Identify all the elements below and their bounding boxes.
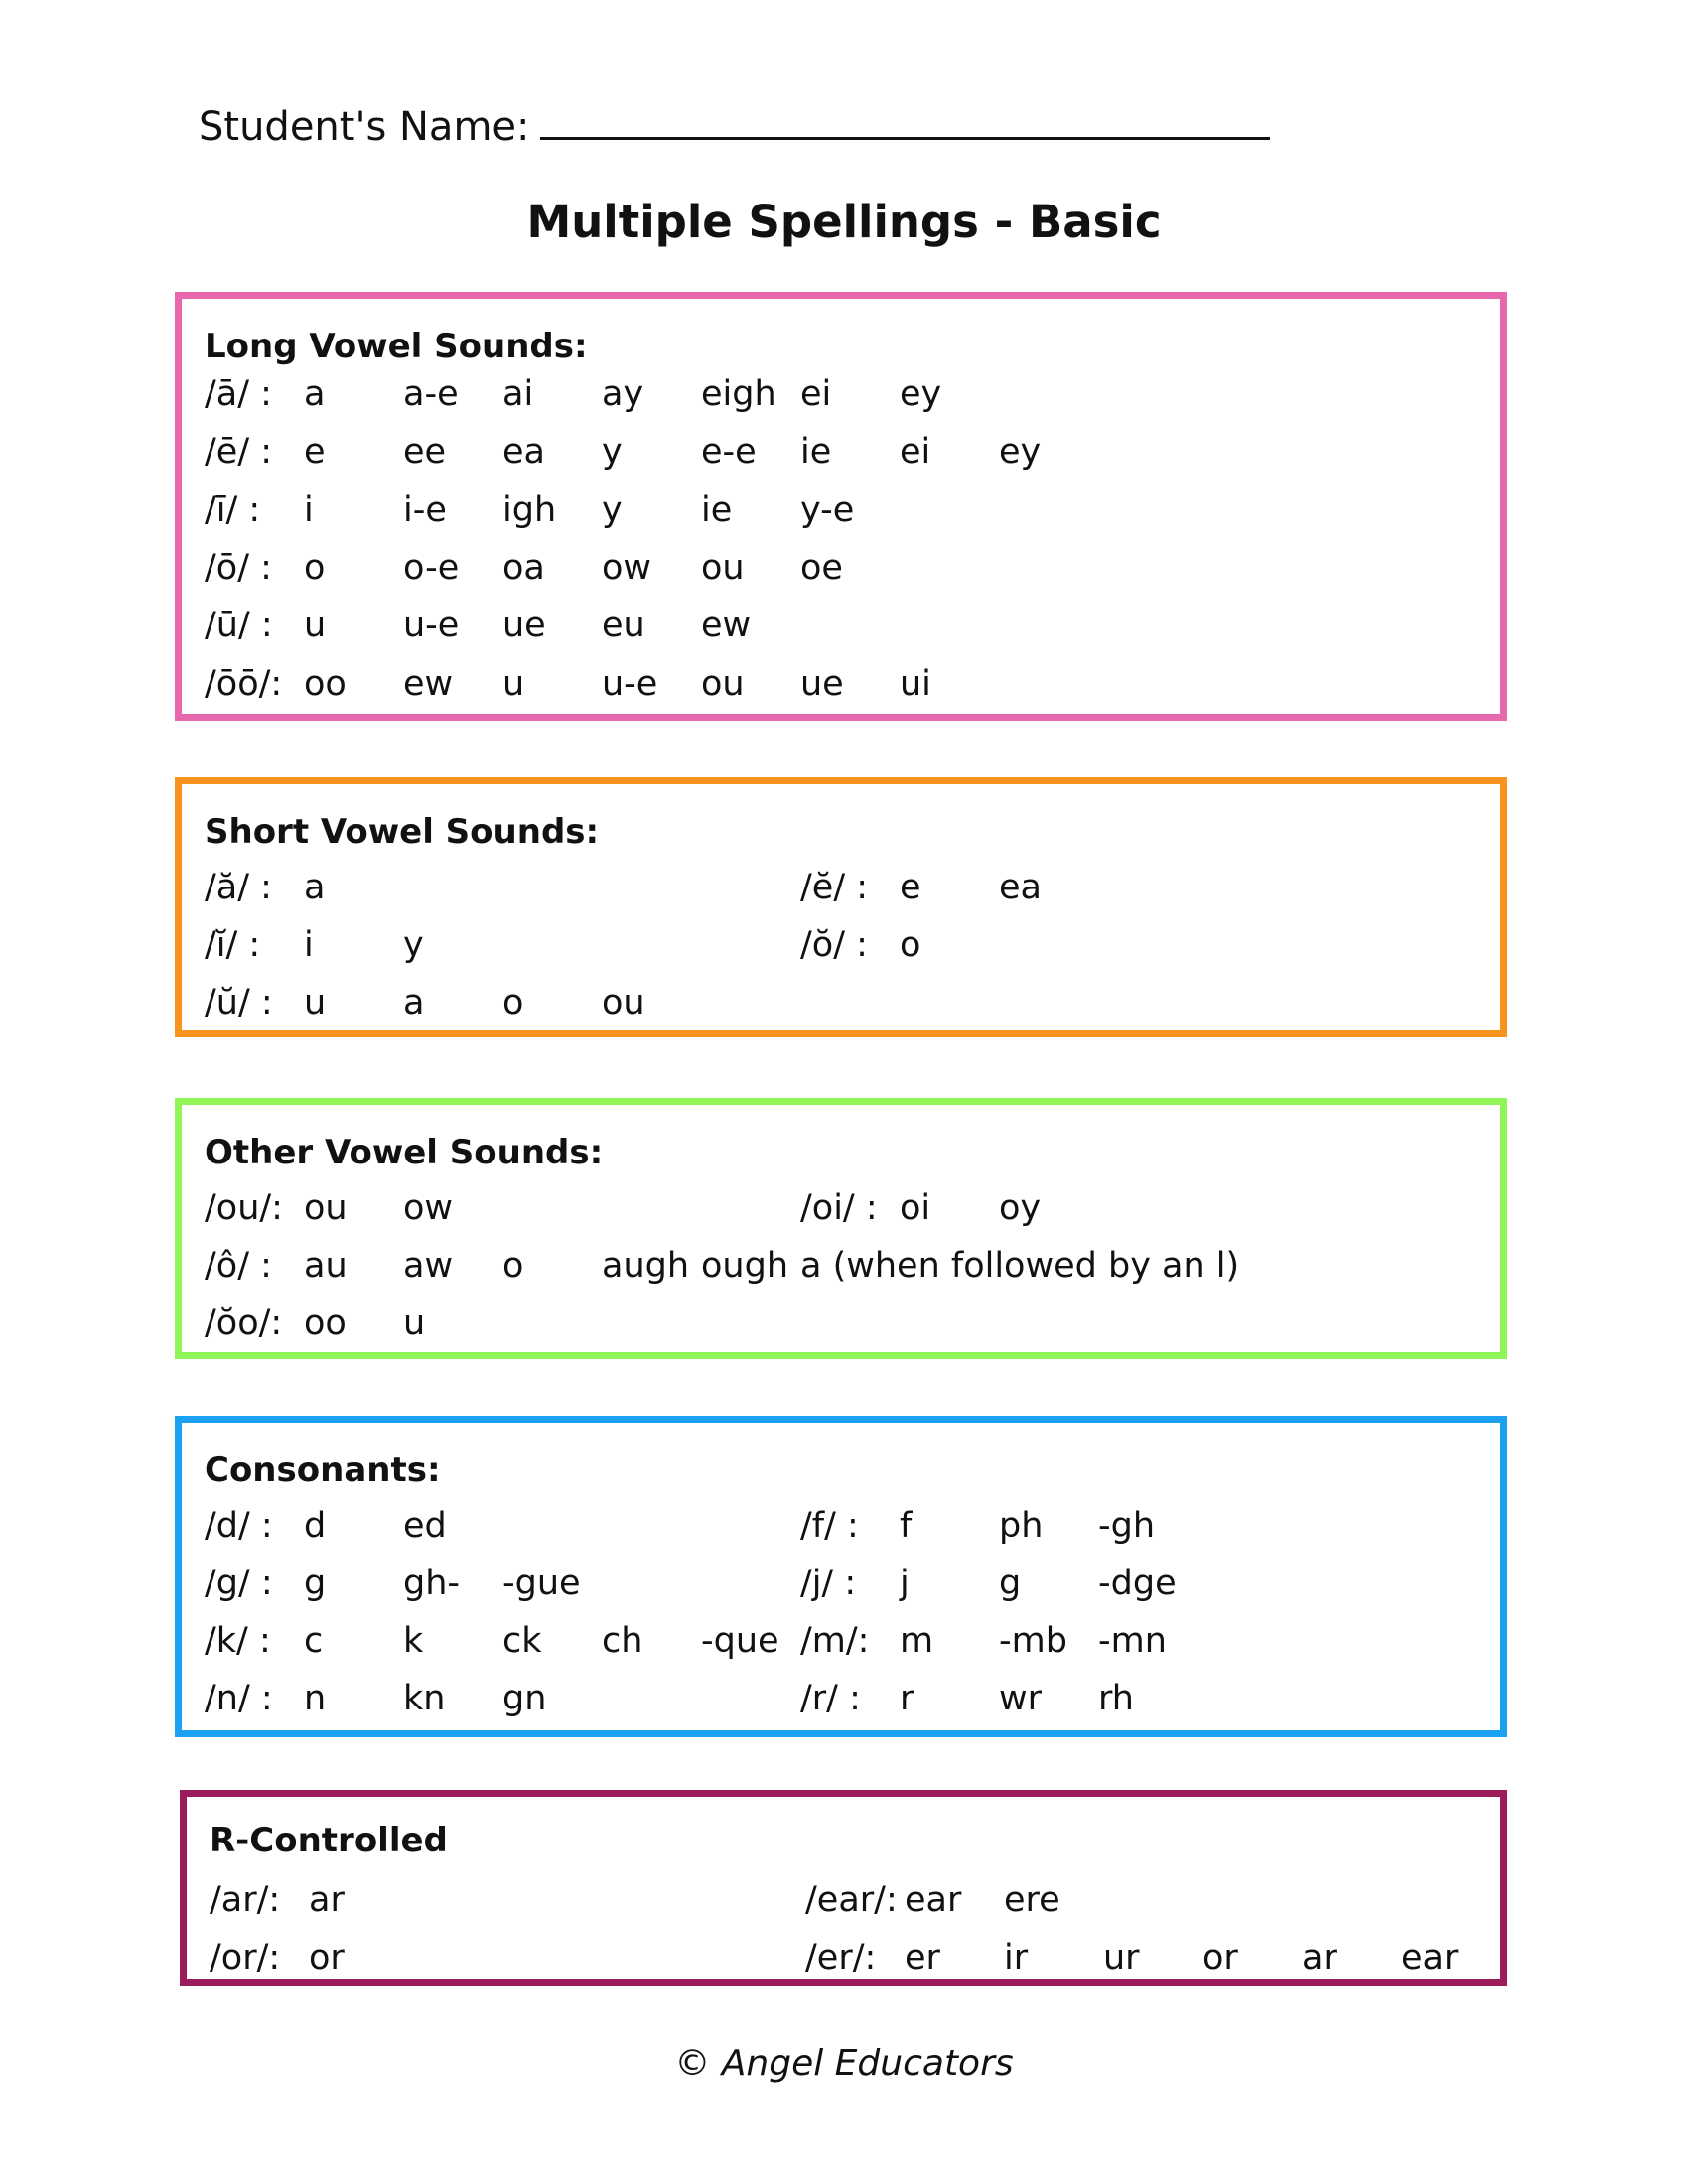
spelling: ere [1004, 1880, 1060, 1920]
spelling: ir [1004, 1938, 1029, 1978]
spelling: ew [403, 663, 454, 704]
spelling: ie [701, 489, 733, 530]
spelling: u-e [602, 663, 658, 704]
footer-copyright: © Angel Educators [674, 2043, 1014, 2084]
spelling: ou [304, 1188, 348, 1228]
sound-symbol: /ŏo/: [205, 1303, 283, 1343]
spelling: ed [403, 1506, 447, 1546]
sound-symbol: /ū/ : [205, 606, 273, 646]
spelling: u [304, 606, 327, 646]
spelling: a (when followed by an l) [800, 1246, 1240, 1286]
section-box [175, 1416, 1507, 1737]
spelling-row [205, 490, 1485, 540]
spelling: ph [999, 1506, 1044, 1546]
spelling: oa [502, 547, 545, 588]
spelling: y-e [800, 489, 855, 530]
spelling-row [205, 1303, 1485, 1353]
spelling-row [205, 983, 1485, 1032]
spelling: ui [900, 663, 931, 704]
spelling: g [304, 1564, 327, 1603]
spelling: i-e [403, 489, 447, 530]
spelling-row [205, 1188, 1485, 1238]
spelling: wr [999, 1679, 1043, 1718]
spelling: e [304, 432, 326, 473]
spelling-row [205, 432, 1485, 481]
spelling: a-e [403, 374, 459, 414]
spelling: ough [701, 1246, 788, 1286]
spelling: ou [602, 983, 645, 1023]
sound-symbol: /ŏ/ : [800, 925, 868, 965]
section-title: Other Vowel Sounds: [205, 1133, 604, 1172]
spelling: ea [999, 868, 1042, 907]
spelling: ear [905, 1880, 962, 1920]
section-title: Consonants: [205, 1450, 441, 1490]
spelling: ar [1302, 1938, 1337, 1978]
spelling: gn [502, 1679, 547, 1718]
spelling: e [900, 868, 921, 907]
spelling: -gue [502, 1564, 581, 1603]
spelling: j [900, 1564, 910, 1603]
sound-symbol: /ŭ/ : [205, 983, 273, 1023]
spelling: f [900, 1506, 913, 1546]
spelling-row [205, 1506, 1485, 1556]
section-title: Short Vowel Sounds: [205, 812, 600, 852]
spelling-row [205, 1564, 1485, 1613]
spelling: -mb [999, 1621, 1067, 1661]
spelling-row [205, 1621, 1485, 1671]
spelling: ou [701, 663, 745, 704]
spelling: y [602, 432, 623, 473]
spelling: -dge [1098, 1564, 1177, 1603]
sound-symbol: /d/ : [205, 1506, 273, 1546]
spelling: ow [403, 1188, 454, 1228]
spelling: y [602, 489, 623, 530]
sound-symbol: /ar/: [210, 1880, 281, 1920]
spelling: o [502, 1246, 524, 1286]
spelling: m [900, 1621, 934, 1661]
spelling: -gh [1098, 1506, 1156, 1546]
sound-symbol: /ă/ : [205, 868, 272, 907]
sound-symbol: /ō/ : [205, 547, 272, 588]
spelling: -mn [1098, 1621, 1167, 1661]
section-title: R-Controlled [210, 1821, 448, 1860]
spelling: a [403, 983, 425, 1023]
spelling-row [205, 868, 1485, 917]
section-box [175, 292, 1507, 721]
spelling: oo [304, 1303, 347, 1343]
spelling: ei [900, 432, 931, 473]
spelling: gh- [403, 1564, 461, 1603]
spelling: ear [1401, 1938, 1459, 1978]
spelling: i [304, 489, 314, 530]
spelling: u [403, 1303, 426, 1343]
spelling: o [502, 983, 524, 1023]
spelling-row [205, 1679, 1485, 1728]
sound-symbol: /g/ : [205, 1564, 273, 1603]
spelling-row [210, 1880, 1490, 1930]
section-title: Long Vowel Sounds: [205, 327, 588, 366]
sound-symbol: /ou/: [205, 1188, 283, 1228]
sound-symbol: /ĕ/ : [800, 868, 869, 907]
spelling: igh [502, 489, 557, 530]
spelling: a [304, 374, 326, 414]
spelling: u [502, 663, 525, 704]
spelling: oi [900, 1188, 931, 1228]
spelling: -que [701, 1621, 779, 1661]
spelling: ea [502, 432, 545, 473]
spelling: augh [602, 1246, 690, 1286]
student-name-blank [540, 99, 1270, 140]
spelling: i [304, 925, 314, 965]
section-box [180, 1790, 1507, 1986]
spelling: rh [1098, 1679, 1134, 1718]
spelling: er [905, 1938, 940, 1978]
spelling: ai [502, 374, 534, 414]
spelling: ee [403, 432, 447, 473]
spelling: ch [602, 1621, 643, 1661]
spelling-row [205, 606, 1485, 655]
section-box [175, 777, 1507, 1037]
sound-symbol: /r/ : [800, 1679, 861, 1718]
sound-symbol: /ô/ : [205, 1246, 272, 1286]
spelling: r [900, 1679, 914, 1718]
sound-symbol: /j/ : [800, 1564, 857, 1603]
spelling: kn [403, 1679, 446, 1718]
sound-symbol: /or/: [210, 1938, 281, 1978]
spelling: ie [800, 432, 832, 473]
spelling: aw [403, 1246, 454, 1286]
spelling-row [205, 925, 1485, 975]
spelling: ur [1103, 1938, 1140, 1978]
spelling: ew [701, 606, 752, 646]
spelling: o-e [403, 547, 460, 588]
spelling: ey [999, 432, 1042, 473]
spelling: ay [602, 374, 644, 414]
sound-symbol: /ear/: [805, 1880, 898, 1920]
spelling: u-e [403, 606, 460, 646]
spelling: eigh [701, 374, 776, 414]
spelling: a [304, 868, 326, 907]
spelling: ue [502, 606, 546, 646]
sound-symbol: /m/: [800, 1621, 870, 1661]
spelling: au [304, 1246, 348, 1286]
spelling: or [1202, 1938, 1238, 1978]
spelling-row [205, 548, 1485, 598]
spelling: o [900, 925, 921, 965]
spelling: ue [800, 663, 844, 704]
sound-symbol: /ā/ : [205, 374, 272, 414]
spelling: n [304, 1679, 327, 1718]
sound-symbol: /ī/ : [205, 489, 261, 530]
spelling: ar [309, 1880, 345, 1920]
spelling: g [999, 1564, 1022, 1603]
spelling-row [205, 664, 1485, 714]
sound-symbol: /ĭ/ : [205, 925, 261, 965]
spelling: ei [800, 374, 832, 414]
spelling: oo [304, 663, 347, 704]
sound-symbol: /ē/ : [205, 432, 273, 473]
spelling: ey [900, 374, 942, 414]
spelling: e-e [701, 432, 757, 473]
sound-symbol: /f/ : [800, 1506, 859, 1546]
sound-symbol: /k/ : [205, 1621, 271, 1661]
sound-symbol: /er/: [805, 1938, 877, 1978]
spelling: eu [602, 606, 645, 646]
section-box [175, 1098, 1507, 1359]
spelling-row [210, 1938, 1490, 1987]
student-name-label: Student's Name: [199, 104, 530, 150]
spelling-row [205, 374, 1485, 424]
sound-symbol: /n/ : [205, 1679, 273, 1718]
student-name-line [199, 99, 1270, 150]
spelling: y [403, 925, 424, 965]
spelling: or [309, 1938, 345, 1978]
spelling-row [205, 1246, 1485, 1296]
page-title: Multiple Spellings - Basic [526, 196, 1162, 248]
spelling: oy [999, 1188, 1042, 1228]
spelling: k [403, 1621, 424, 1661]
spelling: u [304, 983, 327, 1023]
spelling: ow [602, 547, 652, 588]
spelling: d [304, 1506, 327, 1546]
spelling: c [304, 1621, 324, 1661]
spelling: ck [502, 1621, 542, 1661]
sound-symbol: /oi/ : [800, 1188, 878, 1228]
spelling: oe [800, 547, 843, 588]
spelling: ou [701, 547, 745, 588]
sound-symbol: /ōō/: [205, 663, 283, 704]
spelling: o [304, 547, 326, 588]
